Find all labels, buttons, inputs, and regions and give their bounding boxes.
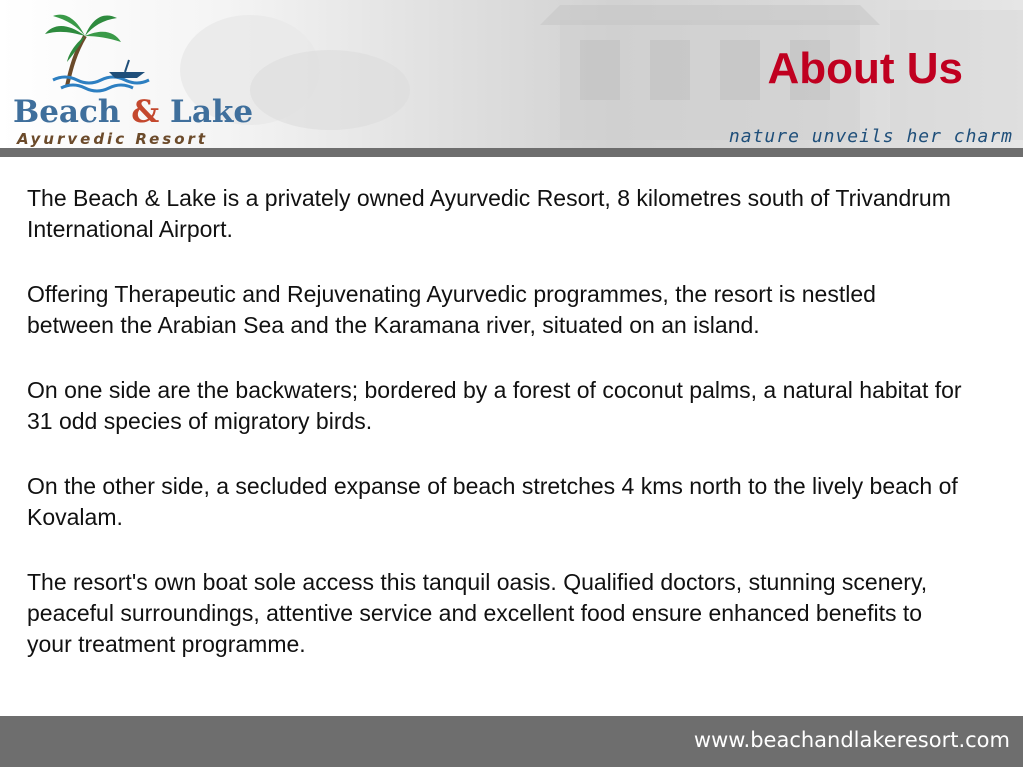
footer-bar (0, 716, 1023, 767)
paragraph-beach: On the other side, a secluded expanse of beach stretches 4 kms north to the lively beach of Kovalam. (27, 473, 958, 530)
paragraph-location: The Beach & Lake is a privately owned Ayurvedic Resort, 8 kilometres south of Trivandrum International Airport. (27, 185, 951, 242)
paragraph-backwaters: On one side are the backwaters; bordered by a forest of coconut palms, a natural habitat for 31 odd species of migratory birds. (27, 377, 962, 434)
paragraph-access: The resort's own boat sole access this tanquil oasis. Qualified doctors, stunning scenery, peaceful surroundings, attentive service and excellent food ensure enhanced benefits to your treatment programme. (27, 569, 928, 657)
website-url: www.beachandlakeresort.com (693, 728, 1010, 752)
tagline: nature unveils her charm (728, 126, 1013, 147)
header-banner (0, 0, 1023, 150)
palm-tree-icon (5, 8, 245, 98)
resort-logo (5, 8, 254, 148)
logo-title: Beach & Lake (13, 94, 254, 130)
page-title: About Us (767, 44, 963, 93)
header-divider-bar (0, 148, 1023, 157)
about-content (27, 183, 967, 660)
paragraph-programmes: Offering Therapeutic and Rejuvenating Ayurvedic programmes, the resort is nestled between the Arabian Sea and the Karamana river, situated on an island. (27, 281, 876, 338)
logo-ampersand: & (131, 94, 160, 130)
logo-subtitle: Ayurvedic Resort (17, 130, 209, 148)
